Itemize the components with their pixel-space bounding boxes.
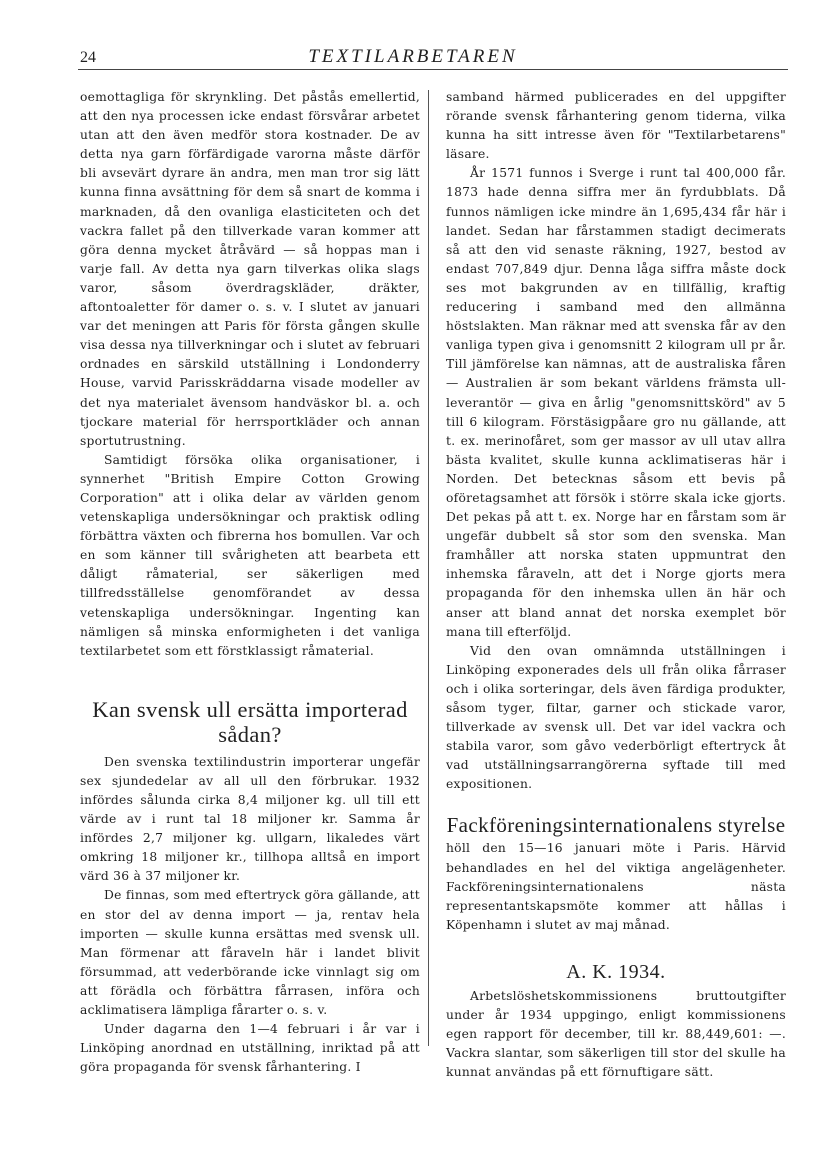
- paragraph-right-1: samband härmed publicerades en del uppgifter rörande svensk fårhantering genom tiderna, vilka kunna ha sitt intresse även för "Textilarbetarens" läsare.: [446, 90, 786, 162]
- paragraph-left-3: Den svenska textilindustrin importerar ungefär sex sjundedelar av all ull den förbrukar. 1932 infördes sålunda cirka 8,4 miljoner kg. ull till ett värde av i runt tal 18 miljoner kr. Samma år infördes 2,7 miljoner kg. ullgarn, likaledes värt omkring 18 miljoner kr., tillhopa alltså en import värd 36 à 37 miljoner kr.: [80, 754, 420, 884]
- paragraph-left-1: oemottagliga för skrynkling. Det påstås emellertid, att den nya processen icke endast försvårar arbetet utan att den även medför stora kostnader. De av detta nya garn förfärdigade varorna måste därför bli avsevärt dyrare än andra, men man tror sig lätt kunna finna avsättning för dem så snart de komma i marknaden, då den ovanliga elasticiteten och det vackra fallet på den tillverkade varan kommer att göra denna mycket åtråvärd — så hoppas man i varje fall. Av detta nya garn tilverkas olika slags varor, såsom överdragskläder, dräkter, aftontoaletter för damer o. s. v. I slutet av januari var det meningen att Paris för första gången skulle visa dessa nya tillverkningar och i slutet av februari ordnades en särskild utställning i Londonderry House, varvid Parisskräddarna visade modeller av det nya materialet ävensom handväskor bl. a. och tjockare material för herrsportkläder och annan sportutrustning.: [80, 90, 420, 448]
- header-rule: [78, 69, 788, 70]
- column-divider: [428, 90, 429, 1046]
- paragraph-left-4: De finnas, som med eftertryck göra gällande, att en stor del av denna import — ja, rentav hela importen — skulle kunna ersättas med svensk ull. Man förmenar att fåraveln här i landet blivit försummad, att vederbörande icke vinnlagt sig om att förädla och förbättra fårrasen, införa och acklimatisera lämpliga fårarter o. s. v.: [80, 888, 420, 1018]
- paragraph-left-2: Samtidigt försöka olika organisationer, i synnerhet "British Empire Cotton Growing Corporation" att i olika delar av världen genom vetenskapliga undersökningar och praktisk odling förbättra växten och fibrerna hos bomullen. Var och en som känner till svårigheten att bearbeta ett dåligt råmaterial, ser säkerligen med tillfredsställelse genomförandet av dessa vetenskapliga undersökningar. Ingenting kan nämligen så minska enformigheten i det vanliga textilarbetet som ett förstklassigt råmaterial.: [80, 452, 420, 658]
- article-heading-fackforeningsinternationalen: Fackföreningsinternationalens styrelse: [446, 813, 786, 838]
- paragraph-right-3: Vid den ovan omnämnda utställningen i Linköping exponerades dels ull från olika fårraser och i olika sorteringar, dels även färdiga produkter, såsom tyger, filtar, garner och stickade varor, tillverkade av svensk ull. Det var idel vackra och stabila varor, som gåvo vederbörligt eftertryck åt vad utställningsarrangörerna syftade till med expositionen.: [446, 643, 786, 792]
- paragraph-right-2: År 1571 funnos i Sverge i runt tal 400,000 får. 1873 hade denna siffra mer än fyrdubblats. Då funnos nämligen icke mindre än 1,695,434 får här i landet. Sedan har fårstammen stadigt decimerats så att den vid senaste räkning, 1927, bestod av endast 707,849 djur. Denna låga siffra måste dock ses mot bakgrunden av en tillfällig, kraftig reducering i samband med den allmänna höstslakten. Man räknar med att svenska får av den vanliga typen giva i genomsnitt 2 kilogram ull pr år. Till jämförelse kan nämnas, att de australiska fåren — Australien är som bekant världens främsta ull-leverantör — giva en årlig "genomsnittskörd" av 5 till 6 kilogram. Förstäsigpåare gro nu gällande, att t. ex. merinofåret, som ger massor av ull utav allra bästa kvalitet, skulle kunna acklimatiseras här i Norden. Det betecknas såsom ett bevis på oföretagsamhet att försök i större skala icke gjorts. Det pekas på att t. ex. Norge har en fårstam som är ungefär dubbelt så stor som den svenska. Man framhåller att norska staten uppmuntrat den inhemska fåraveln, att det i Norge gjorts mera propaganda för den inhemska ullen än här och anser att bland annat det norska exemplet bör mana till efterföljd.: [446, 166, 786, 639]
- article-heading-svensk-ull: Kan svensk ull ersätta importerad sådan?: [92, 696, 408, 747]
- article-heading-ak-1934: A. K. 1934.: [566, 960, 666, 983]
- paragraph-right-4: höll den 15—16 januari möte i Paris. Härvid behandlades en hel del viktiga angelägenheter. Fackföreningsinternationalens nästa representantskapsmöte kommer att hållas i Köpenhamn i slutet av maj månad.: [446, 841, 786, 932]
- paragraph-left-5: Under dagarna den 1—4 februari i år var i Linköping anordnad en utställning, inriktad på att göra propaganda för svensk fårhantering. I: [80, 1022, 420, 1075]
- left-column: [80, 88, 420, 1077]
- right-column: [446, 88, 786, 1082]
- journal-title: TEXTILARBETAREN: [308, 46, 518, 67]
- paragraph-right-5: Arbetslöshetskommissionens bruttoutgifter under år 1934 uppgingo, enligt kommissionens egen rapport för december, till kr. 88,449,601: —. Vackra slantar, som säkerligen till stor del skulle ha kunnat användas på ett förnuftigare sätt.: [446, 988, 786, 1080]
- page-number: 24: [80, 49, 96, 66]
